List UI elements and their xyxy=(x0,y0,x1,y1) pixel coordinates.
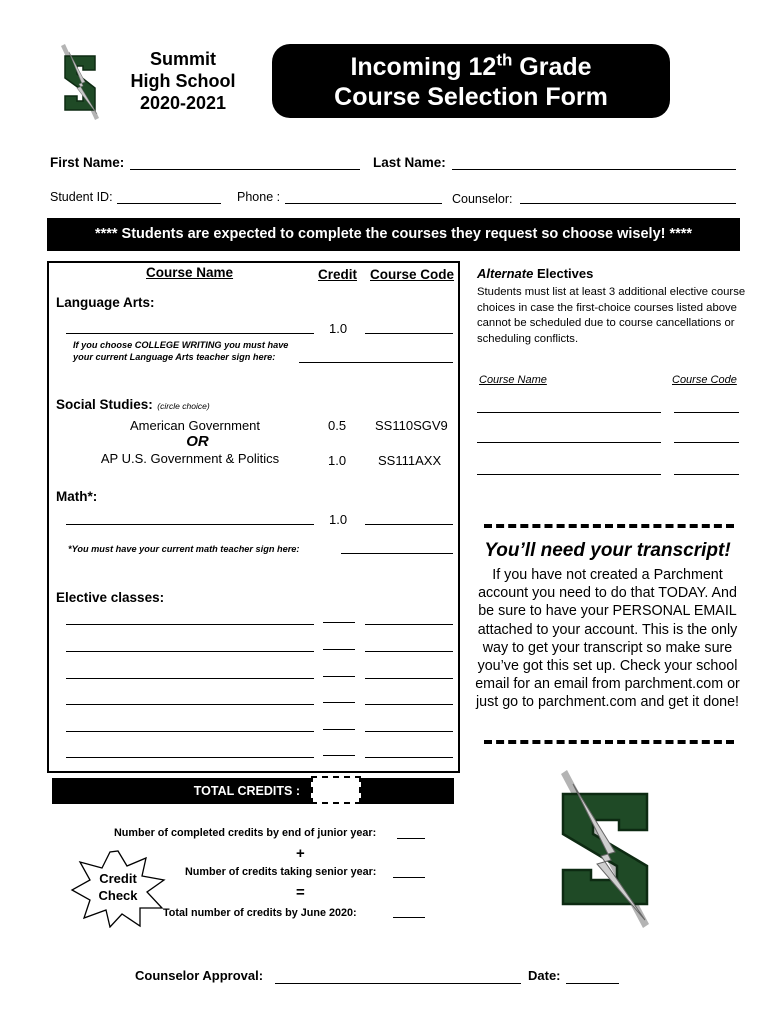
language-arts-credit: 1.0 xyxy=(329,321,348,336)
school-name-line1: Summit xyxy=(149,49,216,69)
junior-credits-label: Number of completed credits by end of junior year: xyxy=(114,827,377,839)
counselor-approval-field[interactable] xyxy=(275,983,521,984)
student-id-field[interactable] xyxy=(117,203,221,204)
course-selection-box xyxy=(47,261,460,773)
math-course-field[interactable] xyxy=(66,524,314,525)
senior-credits-field[interactable] xyxy=(393,877,425,878)
alternate-electives-title: Alternate Electives xyxy=(477,266,594,281)
college-writing-note-line1: If you choose COLLEGE WRITING you must have xyxy=(73,340,289,350)
math-code-field[interactable] xyxy=(365,524,453,525)
college-writing-note-line2: your current Language Arts teacher sign here: xyxy=(73,352,276,362)
elective-course-field-5[interactable] xyxy=(66,731,314,732)
elective-course-field-4[interactable] xyxy=(66,704,314,705)
form-title-line2: Course Selection Form xyxy=(334,83,608,111)
alt-col-course-name: Course Name xyxy=(479,374,547,386)
col-course-code: Course Code xyxy=(370,267,455,282)
student-id-label: Student ID: xyxy=(50,190,113,204)
plus-sign: + xyxy=(296,845,305,862)
first-name-field[interactable] xyxy=(130,169,360,170)
elective-code-field-3[interactable] xyxy=(365,678,453,679)
senior-credits-label: Number of credits taking senior year: xyxy=(185,866,377,878)
credit-check-badge-text: Credit Check xyxy=(98,871,138,903)
col-credit: Credit xyxy=(318,267,358,282)
social-studies-label: Social Studies: xyxy=(56,397,153,412)
col-course-name: Course Name xyxy=(146,265,234,280)
elective-credit-field-4[interactable] xyxy=(323,702,355,703)
first-name-label: First Name: xyxy=(50,155,125,170)
math-credit: 1.0 xyxy=(329,512,348,527)
elective-course-field-3[interactable] xyxy=(66,678,314,679)
transcript-divider-bottom xyxy=(484,740,734,744)
alt-course-field-2[interactable] xyxy=(477,442,661,443)
equals-sign: = xyxy=(296,884,305,901)
elective-code-field-6[interactable] xyxy=(365,757,453,758)
school-logo-large xyxy=(555,770,655,928)
form-title-box xyxy=(272,44,670,118)
alternate-electives-description: Students must list at least 3 additional elective course choices in case the first-choice courses listed above cannot be scheduled due to course cancellations or scheduling conflicts. xyxy=(477,286,746,345)
transcript-instructions: If you have not created a Parchment account you need to do that TODAY. And be sure to have your PERSONAL EMAIL attached to your account. This is the only way to get your transcript so make sure you’ve got this set up. Check your school email for an email from parchment.com or just go to parchment.com and get it done! xyxy=(475,567,740,711)
elective-course-field-6[interactable] xyxy=(66,757,314,758)
form-title-line1: Incoming 12th Grade xyxy=(350,50,592,81)
circle-choice-hint: (circle choice) xyxy=(157,401,210,411)
elective-code-field-5[interactable] xyxy=(365,731,453,732)
elective-course-field-1[interactable] xyxy=(66,624,314,625)
total-credits-june-label: Total number of credits by June 2020: xyxy=(163,907,357,919)
alt-code-field-1[interactable] xyxy=(674,412,739,413)
alt-code-field-2[interactable] xyxy=(674,442,739,443)
phone-label: Phone : xyxy=(237,190,281,204)
transcript-heading: You’ll need your transcript! xyxy=(484,540,731,561)
school-year: 2020-2021 xyxy=(139,93,227,113)
alt-course-field-1[interactable] xyxy=(477,412,661,413)
elective-credit-field-1[interactable] xyxy=(323,622,355,623)
school-name-line2: High School xyxy=(130,71,236,91)
language-arts-code-field[interactable] xyxy=(365,333,453,334)
date-label: Date: xyxy=(528,968,561,983)
elective-credit-field-6[interactable] xyxy=(323,755,355,756)
math-teacher-note: *You must have your current math teacher sign here: xyxy=(68,544,300,554)
alt-course-field-3[interactable] xyxy=(477,474,661,475)
american-government-code: SS110SGV9 xyxy=(375,418,448,433)
math-teacher-signature-field[interactable] xyxy=(341,553,453,554)
american-government-credit: 0.5 xyxy=(328,418,347,433)
elective-code-field-2[interactable] xyxy=(365,651,453,652)
elective-course-field-2[interactable] xyxy=(66,651,314,652)
counselor-label: Counselor: xyxy=(452,192,513,206)
total-credits-june-field[interactable] xyxy=(393,917,425,918)
american-government-option[interactable]: American Government xyxy=(129,418,261,433)
social-studies-heading xyxy=(56,396,210,414)
elective-credit-field-5[interactable] xyxy=(323,729,355,730)
last-name-label: Last Name: xyxy=(373,155,446,170)
ap-government-code: SS111AXX xyxy=(378,453,442,468)
warning-banner: **** Students are expected to complete the courses they request so choose wisely! **** xyxy=(47,218,740,251)
total-credits-label: TOTAL CREDITS : xyxy=(193,784,300,798)
elective-code-field-4[interactable] xyxy=(365,704,453,705)
last-name-field[interactable] xyxy=(452,169,736,170)
ap-government-credit: 1.0 xyxy=(328,453,347,468)
date-field[interactable] xyxy=(566,983,619,984)
counselor-approval-label: Counselor Approval: xyxy=(135,968,264,983)
ap-government-option[interactable]: AP U.S. Government & Politics xyxy=(100,451,280,466)
language-arts-label: Language Arts: xyxy=(56,295,155,310)
elective-code-field-1[interactable] xyxy=(365,624,453,625)
phone-field[interactable] xyxy=(285,203,442,204)
math-label: Math*: xyxy=(56,489,98,504)
junior-credits-field[interactable] xyxy=(397,838,425,839)
alt-col-course-code: Course Code xyxy=(672,374,737,386)
counselor-field[interactable] xyxy=(520,203,736,204)
elective-credit-field-2[interactable] xyxy=(323,649,355,650)
elective-credit-field-3[interactable] xyxy=(323,676,355,677)
school-name xyxy=(118,48,248,114)
alt-code-field-3[interactable] xyxy=(674,474,739,475)
transcript-divider-top xyxy=(484,524,734,528)
la-teacher-signature-field[interactable] xyxy=(299,362,453,363)
language-arts-course-field[interactable] xyxy=(66,333,314,334)
total-credits-field[interactable] xyxy=(311,776,361,804)
or-label: OR xyxy=(186,433,209,450)
school-logo-small xyxy=(55,44,105,120)
elective-classes-label: Elective classes: xyxy=(56,590,165,605)
